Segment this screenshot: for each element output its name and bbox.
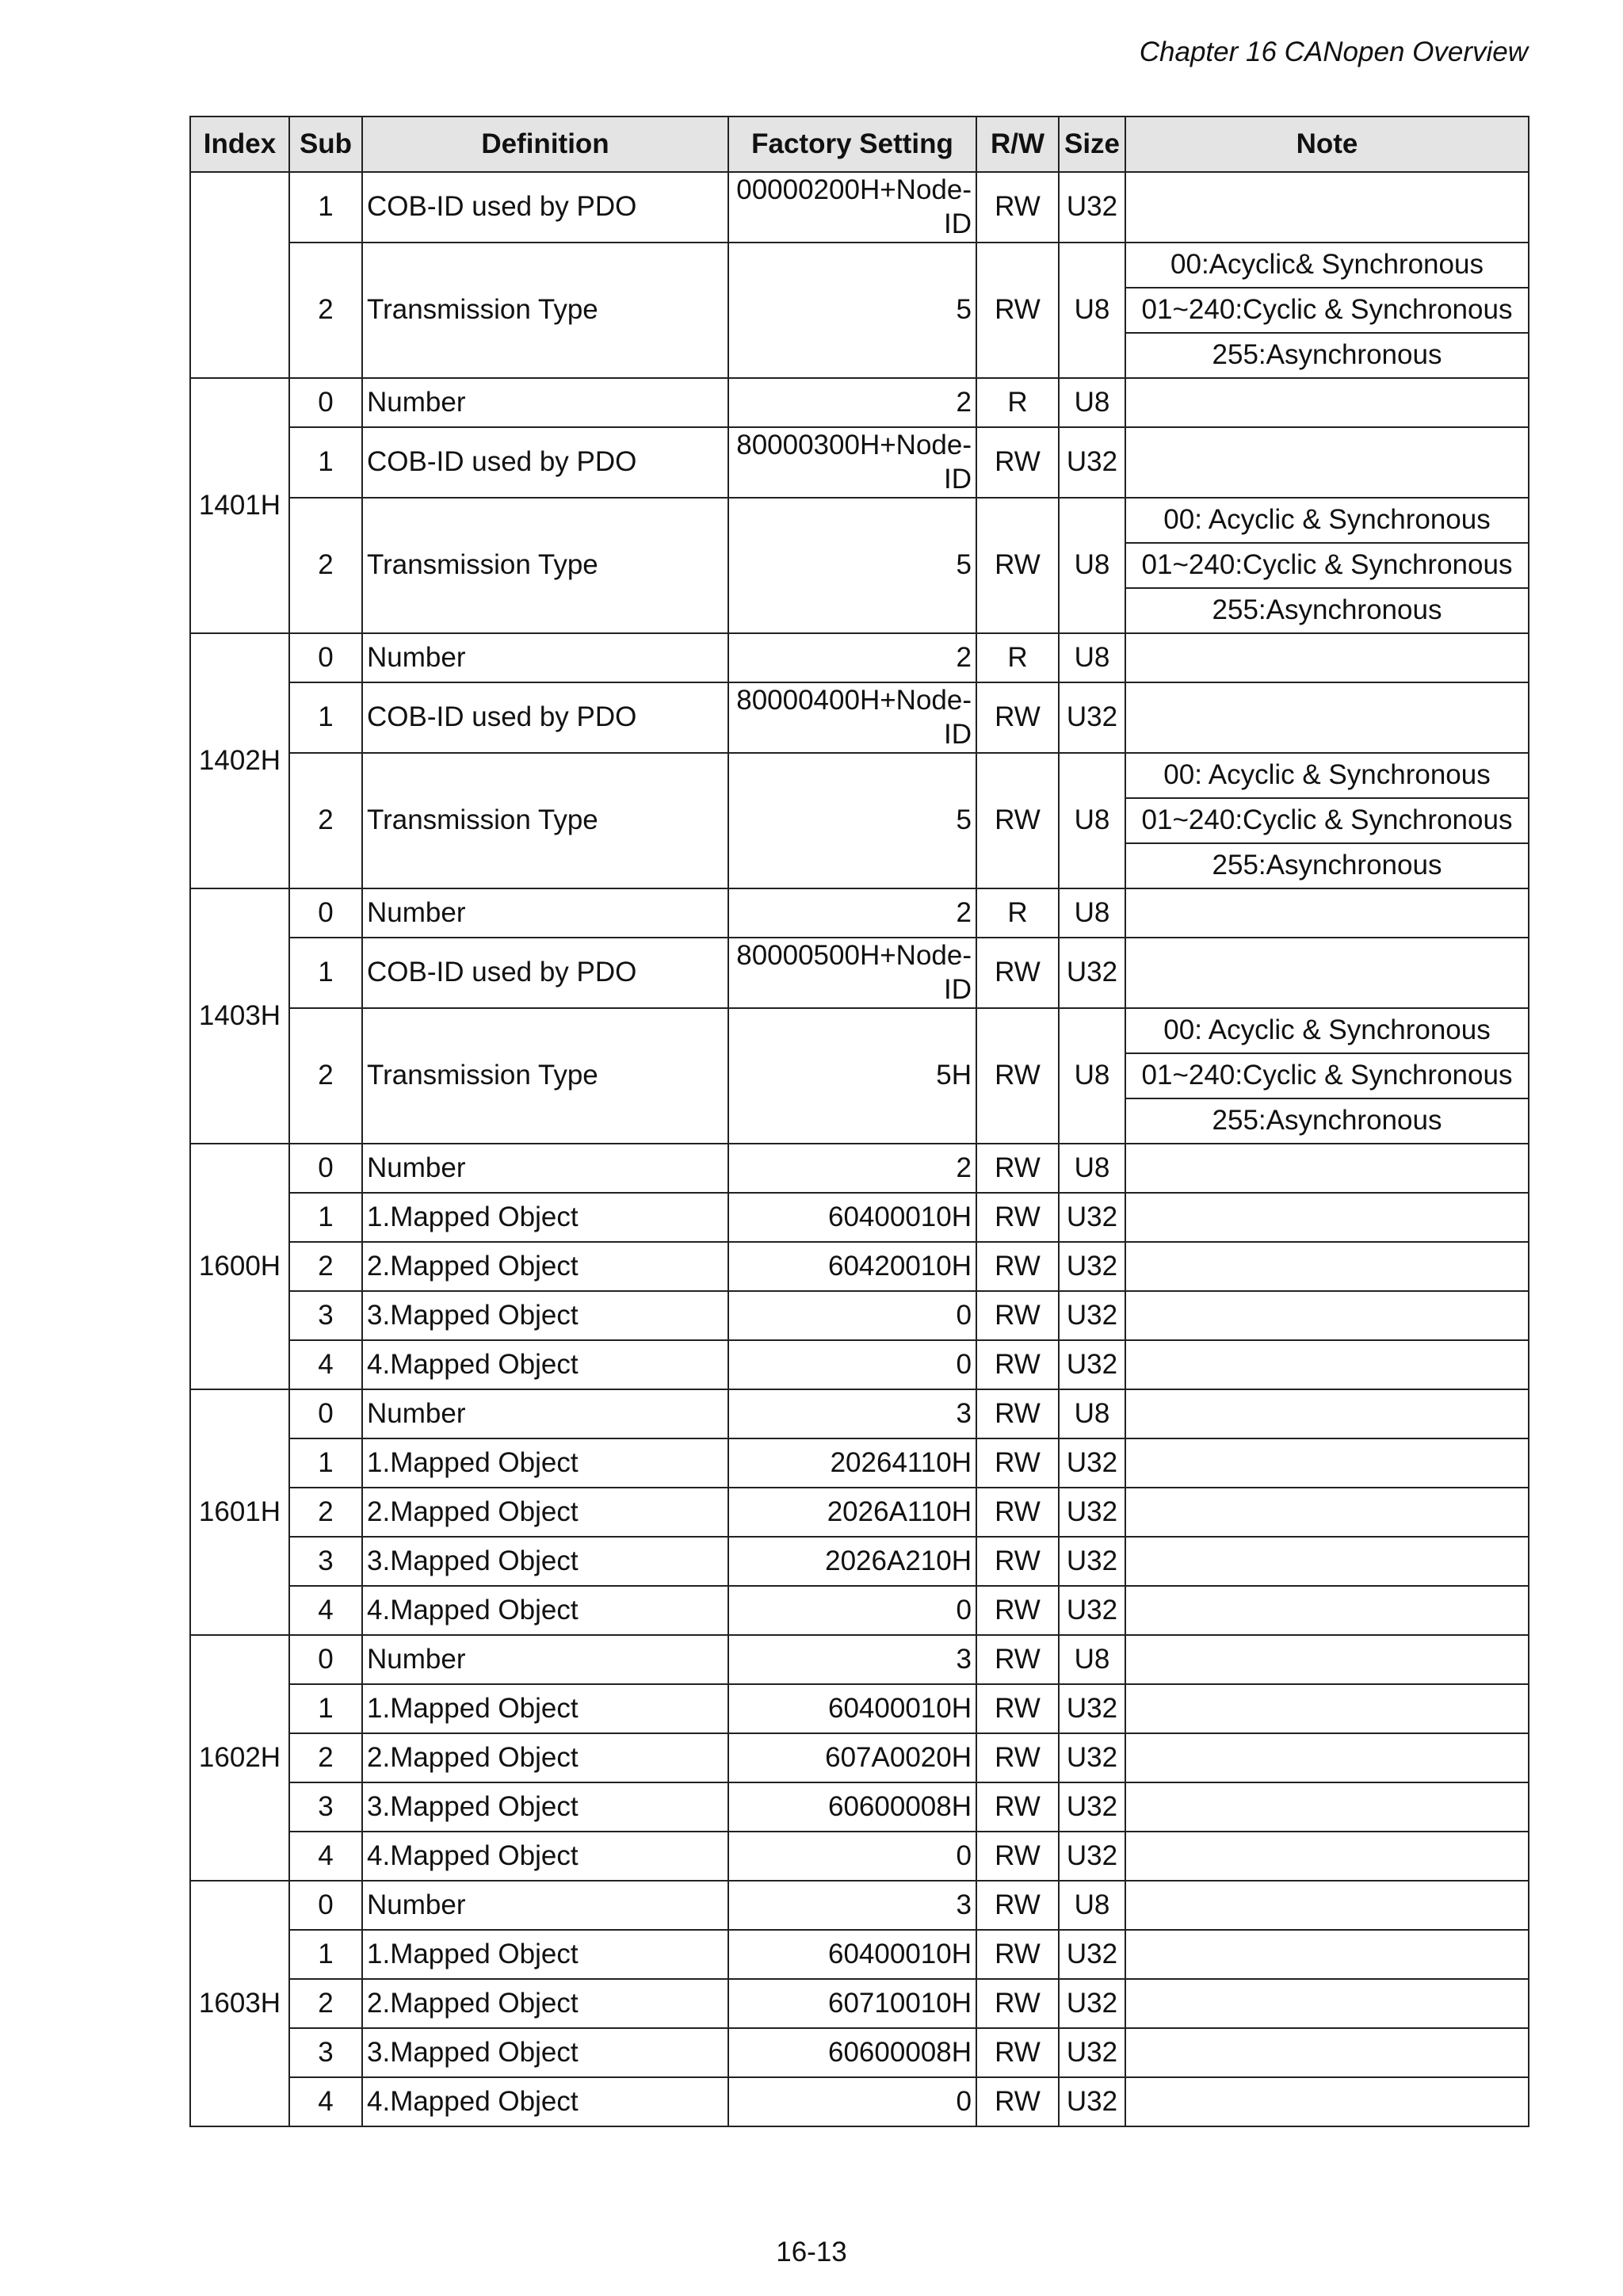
rw-cell: RW xyxy=(976,2077,1059,2126)
table-row xyxy=(190,753,1529,798)
size-cell: U32 xyxy=(1059,427,1125,498)
index-cell: 1603H xyxy=(190,1881,289,2126)
header-rw: R/W xyxy=(976,117,1059,172)
chapter-header: Chapter 16 CANopen Overview xyxy=(1139,36,1528,67)
index-cell: 1602H xyxy=(190,1635,289,1881)
note-cell xyxy=(1125,1684,1529,1733)
sub-cell: 4 xyxy=(289,1340,362,1389)
size-cell: U32 xyxy=(1059,1930,1125,1979)
factory-setting-cell: 80000400H+Node-ID xyxy=(728,682,976,753)
sub-cell: 1 xyxy=(289,172,362,243)
index-cell: 1600H xyxy=(190,1144,289,1389)
table-row xyxy=(190,1340,1529,1389)
note-cell xyxy=(1125,888,1529,938)
rw-cell: R xyxy=(976,378,1059,427)
definition-cell: 3.Mapped Object xyxy=(362,1537,728,1586)
sub-cell: 4 xyxy=(289,2077,362,2126)
size-cell: U8 xyxy=(1059,1881,1125,1930)
rw-cell: RW xyxy=(976,1881,1059,1930)
sub-cell: 2 xyxy=(289,243,362,378)
table-row xyxy=(190,1242,1529,1291)
definition-cell: 1.Mapped Object xyxy=(362,1684,728,1733)
sub-cell: 1 xyxy=(289,1930,362,1979)
factory-setting-cell: 60600008H xyxy=(728,1782,976,1832)
factory-setting-cell: 5 xyxy=(728,753,976,888)
note-cell xyxy=(1125,1242,1529,1291)
rw-cell: RW xyxy=(976,1008,1059,1144)
rw-cell: R xyxy=(976,888,1059,938)
note-cell xyxy=(1125,1782,1529,1832)
index-cell: 1401H xyxy=(190,378,289,633)
rw-cell: RW xyxy=(976,753,1059,888)
table-row xyxy=(190,1586,1529,1635)
note-cell: 00:Acyclic& Synchronous xyxy=(1125,243,1529,288)
rw-cell: R xyxy=(976,633,1059,682)
table-row xyxy=(190,1488,1529,1537)
factory-setting-cell: 5 xyxy=(728,498,976,633)
sub-cell: 3 xyxy=(289,1291,362,1340)
sub-cell: 2 xyxy=(289,498,362,633)
note-cell xyxy=(1125,172,1529,243)
size-cell: U32 xyxy=(1059,1979,1125,2028)
page-number: 16-13 xyxy=(776,2237,847,2267)
factory-setting-cell: 00000200H+Node-ID xyxy=(728,172,976,243)
factory-setting-cell: 0 xyxy=(728,1832,976,1881)
note-cell xyxy=(1125,938,1529,1008)
index-cell: 1402H xyxy=(190,633,289,888)
rw-cell: RW xyxy=(976,1389,1059,1438)
index-cell xyxy=(190,172,289,378)
sub-cell: 2 xyxy=(289,753,362,888)
definition-cell: Number xyxy=(362,888,728,938)
table-row xyxy=(190,1537,1529,1586)
note-cell xyxy=(1125,1537,1529,1586)
factory-setting-cell: 0 xyxy=(728,2077,976,2126)
size-cell: U8 xyxy=(1059,498,1125,633)
table-row xyxy=(190,498,1529,543)
factory-setting-cell: 0 xyxy=(728,1586,976,1635)
table-row xyxy=(190,1881,1529,1930)
definition-cell: Number xyxy=(362,1389,728,1438)
rw-cell: RW xyxy=(976,1930,1059,1979)
note-cell xyxy=(1125,1733,1529,1782)
table-body xyxy=(190,172,1529,2126)
definition-cell: Number xyxy=(362,1635,728,1684)
size-cell: U32 xyxy=(1059,1733,1125,1782)
definition-cell: 3.Mapped Object xyxy=(362,2028,728,2077)
rw-cell: RW xyxy=(976,1684,1059,1733)
size-cell: U8 xyxy=(1059,1389,1125,1438)
size-cell: U8 xyxy=(1059,753,1125,888)
note-cell: 01~240:Cyclic & Synchronous xyxy=(1125,543,1529,588)
note-cell xyxy=(1125,1488,1529,1537)
note-cell xyxy=(1125,1389,1529,1438)
definition-cell: 4.Mapped Object xyxy=(362,1586,728,1635)
table-row xyxy=(190,243,1529,288)
table-row xyxy=(190,1389,1529,1438)
rw-cell: RW xyxy=(976,1733,1059,1782)
object-dictionary-table xyxy=(189,116,1529,2127)
definition-cell: Number xyxy=(362,1881,728,1930)
sub-cell: 2 xyxy=(289,1733,362,1782)
rw-cell: RW xyxy=(976,1291,1059,1340)
note-cell xyxy=(1125,1291,1529,1340)
table-row xyxy=(190,2028,1529,2077)
definition-cell: Transmission Type xyxy=(362,1008,728,1144)
size-cell: U32 xyxy=(1059,1438,1125,1488)
sub-cell: 2 xyxy=(289,1242,362,1291)
table-row xyxy=(190,1193,1529,1242)
definition-cell: 2.Mapped Object xyxy=(362,1488,728,1537)
size-cell: U32 xyxy=(1059,2028,1125,2077)
table-row xyxy=(190,1782,1529,1832)
definition-cell: 1.Mapped Object xyxy=(362,1438,728,1488)
rw-cell: RW xyxy=(976,1242,1059,1291)
header-sub: Sub xyxy=(289,117,362,172)
note-cell: 01~240:Cyclic & Synchronous xyxy=(1125,798,1529,843)
size-cell: U8 xyxy=(1059,888,1125,938)
table-row xyxy=(190,1291,1529,1340)
rw-cell: RW xyxy=(976,243,1059,378)
table-row xyxy=(190,1144,1529,1193)
sub-cell: 0 xyxy=(289,888,362,938)
note-cell xyxy=(1125,1144,1529,1193)
table-row xyxy=(190,1438,1529,1488)
factory-setting-cell: 60600008H xyxy=(728,2028,976,2077)
definition-cell: Number xyxy=(362,633,728,682)
note-cell: 255:Asynchronous xyxy=(1125,843,1529,888)
definition-cell: 4.Mapped Object xyxy=(362,1832,728,1881)
header-index: Index xyxy=(190,117,289,172)
size-cell: U8 xyxy=(1059,1144,1125,1193)
definition-cell: COB-ID used by PDO xyxy=(362,172,728,243)
sub-cell: 1 xyxy=(289,427,362,498)
index-cell: 1601H xyxy=(190,1389,289,1635)
size-cell: U8 xyxy=(1059,633,1125,682)
rw-cell: RW xyxy=(976,1635,1059,1684)
size-cell: U8 xyxy=(1059,1008,1125,1144)
note-cell xyxy=(1125,378,1529,427)
table-row xyxy=(190,1008,1529,1053)
note-cell xyxy=(1125,633,1529,682)
table-row xyxy=(190,172,1529,243)
table-row xyxy=(190,633,1529,682)
rw-cell: RW xyxy=(976,427,1059,498)
factory-setting-cell: 60420010H xyxy=(728,1242,976,1291)
factory-setting-cell: 0 xyxy=(728,1340,976,1389)
factory-setting-cell: 80000300H+Node-ID xyxy=(728,427,976,498)
sub-cell: 4 xyxy=(289,1832,362,1881)
size-cell: U32 xyxy=(1059,1782,1125,1832)
header-factory-setting: Factory Setting xyxy=(728,117,976,172)
table-row xyxy=(190,1684,1529,1733)
sub-cell: 0 xyxy=(289,1144,362,1193)
rw-cell: RW xyxy=(976,1979,1059,2028)
note-cell: 00: Acyclic & Synchronous xyxy=(1125,753,1529,798)
definition-cell: 4.Mapped Object xyxy=(362,2077,728,2126)
note-cell xyxy=(1125,1586,1529,1635)
definition-cell: 3.Mapped Object xyxy=(362,1782,728,1832)
size-cell: U32 xyxy=(1059,1242,1125,1291)
definition-cell: COB-ID used by PDO xyxy=(362,427,728,498)
factory-setting-cell: 2026A110H xyxy=(728,1488,976,1537)
note-cell xyxy=(1125,1438,1529,1488)
size-cell: U32 xyxy=(1059,1684,1125,1733)
definition-cell: 2.Mapped Object xyxy=(362,1979,728,2028)
size-cell: U8 xyxy=(1059,1635,1125,1684)
header-size: Size xyxy=(1059,117,1125,172)
definition-cell: Transmission Type xyxy=(362,243,728,378)
sub-cell: 2 xyxy=(289,1979,362,2028)
note-cell: 255:Asynchronous xyxy=(1125,588,1529,633)
sub-cell: 1 xyxy=(289,682,362,753)
sub-cell: 4 xyxy=(289,1586,362,1635)
note-cell xyxy=(1125,682,1529,753)
note-cell xyxy=(1125,427,1529,498)
size-cell: U32 xyxy=(1059,1291,1125,1340)
rw-cell: RW xyxy=(976,1782,1059,1832)
size-cell: U32 xyxy=(1059,682,1125,753)
factory-setting-cell: 3 xyxy=(728,1389,976,1438)
note-cell xyxy=(1125,2077,1529,2126)
note-cell xyxy=(1125,2028,1529,2077)
table-row xyxy=(190,427,1529,498)
definition-cell: 4.Mapped Object xyxy=(362,1340,728,1389)
size-cell: U8 xyxy=(1059,378,1125,427)
factory-setting-cell: 2 xyxy=(728,888,976,938)
factory-setting-cell: 607A0020H xyxy=(728,1733,976,1782)
factory-setting-cell: 2 xyxy=(728,1144,976,1193)
size-cell: U32 xyxy=(1059,172,1125,243)
size-cell: U32 xyxy=(1059,1488,1125,1537)
sub-cell: 0 xyxy=(289,633,362,682)
table-row xyxy=(190,888,1529,938)
factory-setting-cell: 5H xyxy=(728,1008,976,1144)
table-header-row xyxy=(190,117,1529,172)
factory-setting-cell: 20264110H xyxy=(728,1438,976,1488)
table-row xyxy=(190,378,1529,427)
factory-setting-cell: 5 xyxy=(728,243,976,378)
sub-cell: 2 xyxy=(289,1488,362,1537)
sub-cell: 1 xyxy=(289,938,362,1008)
factory-setting-cell: 0 xyxy=(728,1291,976,1340)
table-row xyxy=(190,2077,1529,2126)
size-cell: U32 xyxy=(1059,1340,1125,1389)
sub-cell: 1 xyxy=(289,1684,362,1733)
size-cell: U32 xyxy=(1059,1832,1125,1881)
table-row xyxy=(190,1733,1529,1782)
definition-cell: Transmission Type xyxy=(362,753,728,888)
header-definition: Definition xyxy=(362,117,728,172)
sub-cell: 0 xyxy=(289,1881,362,1930)
size-cell: U32 xyxy=(1059,938,1125,1008)
definition-cell: Transmission Type xyxy=(362,498,728,633)
definition-cell: Number xyxy=(362,378,728,427)
definition-cell: 2.Mapped Object xyxy=(362,1733,728,1782)
note-cell xyxy=(1125,1340,1529,1389)
size-cell: U32 xyxy=(1059,1586,1125,1635)
factory-setting-cell: 3 xyxy=(728,1635,976,1684)
sub-cell: 0 xyxy=(289,1635,362,1684)
table-row xyxy=(190,1930,1529,1979)
size-cell: U8 xyxy=(1059,243,1125,378)
sub-cell: 3 xyxy=(289,1782,362,1832)
table-row xyxy=(190,1832,1529,1881)
rw-cell: RW xyxy=(976,1193,1059,1242)
definition-cell: Number xyxy=(362,1144,728,1193)
index-cell: 1403H xyxy=(190,888,289,1144)
factory-setting-cell: 60400010H xyxy=(728,1930,976,1979)
factory-setting-cell: 80000500H+Node-ID xyxy=(728,938,976,1008)
note-cell: 00: Acyclic & Synchronous xyxy=(1125,1008,1529,1053)
table-row xyxy=(190,682,1529,753)
header-note: Note xyxy=(1125,117,1529,172)
rw-cell: RW xyxy=(976,1488,1059,1537)
sub-cell: 3 xyxy=(289,2028,362,2077)
rw-cell: RW xyxy=(976,938,1059,1008)
sub-cell: 0 xyxy=(289,378,362,427)
note-cell xyxy=(1125,1832,1529,1881)
size-cell: U32 xyxy=(1059,1193,1125,1242)
rw-cell: RW xyxy=(976,1340,1059,1389)
table-row xyxy=(190,1979,1529,2028)
sub-cell: 1 xyxy=(289,1193,362,1242)
factory-setting-cell: 2 xyxy=(728,378,976,427)
note-cell: 00: Acyclic & Synchronous xyxy=(1125,498,1529,543)
note-cell: 01~240:Cyclic & Synchronous xyxy=(1125,1053,1529,1098)
definition-cell: 2.Mapped Object xyxy=(362,1242,728,1291)
note-cell xyxy=(1125,1635,1529,1684)
rw-cell: RW xyxy=(976,1586,1059,1635)
factory-setting-cell: 2 xyxy=(728,633,976,682)
rw-cell: RW xyxy=(976,1438,1059,1488)
size-cell: U32 xyxy=(1059,1537,1125,1586)
note-cell xyxy=(1125,1193,1529,1242)
rw-cell: RW xyxy=(976,1832,1059,1881)
rw-cell: RW xyxy=(976,1537,1059,1586)
table-row xyxy=(190,1635,1529,1684)
table-row xyxy=(190,938,1529,1008)
note-cell: 01~240:Cyclic & Synchronous xyxy=(1125,288,1529,333)
sub-cell: 3 xyxy=(289,1537,362,1586)
sub-cell: 0 xyxy=(289,1389,362,1438)
rw-cell: RW xyxy=(976,172,1059,243)
factory-setting-cell: 60710010H xyxy=(728,1979,976,2028)
size-cell: U32 xyxy=(1059,2077,1125,2126)
note-cell xyxy=(1125,1979,1529,2028)
rw-cell: RW xyxy=(976,682,1059,753)
rw-cell: RW xyxy=(976,2028,1059,2077)
note-cell xyxy=(1125,1881,1529,1930)
sub-cell: 1 xyxy=(289,1438,362,1488)
note-cell xyxy=(1125,1930,1529,1979)
factory-setting-cell: 60400010H xyxy=(728,1684,976,1733)
sub-cell: 2 xyxy=(289,1008,362,1144)
note-cell: 255:Asynchronous xyxy=(1125,1098,1529,1144)
rw-cell: RW xyxy=(976,1144,1059,1193)
factory-setting-cell: 3 xyxy=(728,1881,976,1930)
note-cell: 255:Asynchronous xyxy=(1125,333,1529,378)
factory-setting-cell: 60400010H xyxy=(728,1193,976,1242)
definition-cell: COB-ID used by PDO xyxy=(362,938,728,1008)
rw-cell: RW xyxy=(976,498,1059,633)
definition-cell: 1.Mapped Object xyxy=(362,1193,728,1242)
definition-cell: COB-ID used by PDO xyxy=(362,682,728,753)
definition-cell: 1.Mapped Object xyxy=(362,1930,728,1979)
definition-cell: 3.Mapped Object xyxy=(362,1291,728,1340)
factory-setting-cell: 2026A210H xyxy=(728,1537,976,1586)
